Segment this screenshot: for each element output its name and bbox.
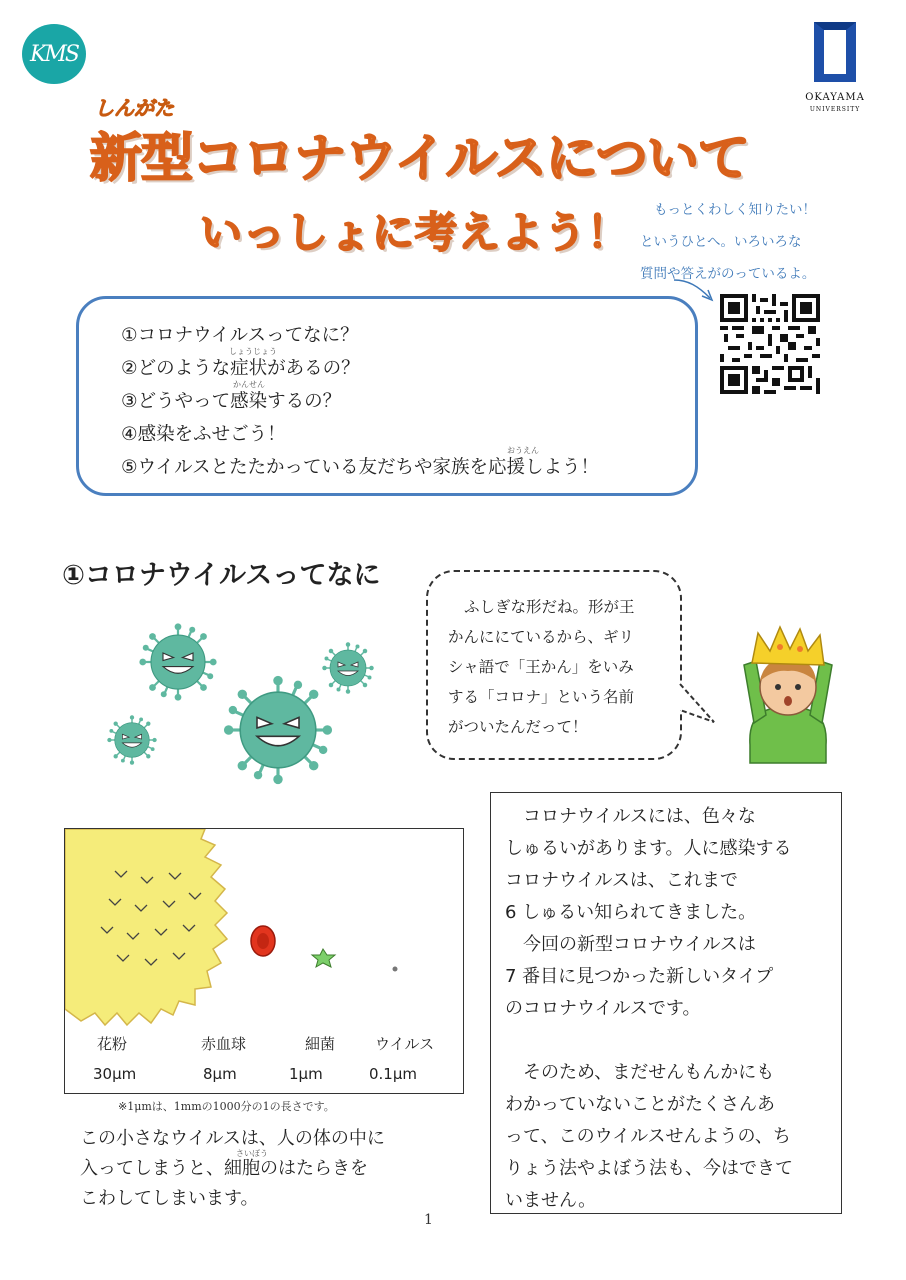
text-line: コロナウイルスには、色々な xyxy=(523,806,756,827)
text-line: コロナウイルスは、これまで xyxy=(505,870,738,891)
toc-item[interactable] xyxy=(121,380,695,418)
kms-logo-text: KMS xyxy=(29,41,79,67)
okayama-emblem-icon xyxy=(812,20,858,84)
text-line-content: 入ってしまうと、細胞のはたらきを xyxy=(80,1158,368,1179)
virus-illustration xyxy=(100,612,390,802)
text-line: りょう法やよぼう法も、今はできて xyxy=(505,1158,793,1179)
figure-note: ※1μmは、1mmの1000分の1の長さです。 xyxy=(118,1100,335,1113)
figure-value: 8μm xyxy=(203,1065,237,1083)
note-line: 質問や答えがのっているよ。 xyxy=(640,266,816,282)
size-comparison-figure xyxy=(64,828,464,1094)
figure-value: 30μm xyxy=(93,1065,137,1083)
okayama-sub: UNIVERSITY xyxy=(809,106,861,113)
text-line: しゅるいがあります。人に感染する xyxy=(505,838,792,859)
bubble-line: する「コロナ」という名前 xyxy=(448,688,635,706)
child-crown-illustration xyxy=(740,625,836,765)
text-line: のコロナウイルスです。 xyxy=(505,998,701,1019)
figure-label: 赤血球 xyxy=(201,1035,247,1053)
pollen-grain xyxy=(65,829,227,1025)
corona-info-box xyxy=(490,792,842,1214)
furigana: しょうじょう xyxy=(229,347,277,356)
text-line: こわしてしまいます。 xyxy=(80,1188,259,1209)
bubble-line: がついたんだって！ xyxy=(448,718,588,736)
virus-particle xyxy=(393,967,398,972)
figure-value: 1μm xyxy=(289,1065,323,1083)
furigana: かんせん xyxy=(233,380,265,389)
speech-bubble xyxy=(426,570,682,760)
note-line: もっとくわしく知りたい！ xyxy=(654,202,816,218)
text-line: って、このウイルスせんようの、ち xyxy=(505,1126,791,1147)
size-comparison-graphic xyxy=(65,829,464,1029)
toc-item-text: ②どのような症状があるの？ xyxy=(121,358,360,379)
main-title: 新型コロナウイルスについて xyxy=(90,129,749,189)
bubble-line: かんににているから、ギリ xyxy=(448,628,635,646)
text-line: 6 しゅるい知られてきました。 xyxy=(505,902,757,923)
more-info-note xyxy=(640,194,840,290)
text-line: この小さなウイルスは、人の体の中に xyxy=(80,1128,385,1149)
furigana: おうえん xyxy=(507,446,539,455)
text-line: 7 番目に見つかった新しいタイプ xyxy=(505,966,774,987)
text-line xyxy=(80,1149,480,1184)
kms-logo xyxy=(22,24,86,84)
figure-label: 花粉 xyxy=(97,1035,128,1053)
okayama-name: OKAYAMA xyxy=(805,92,865,103)
contents-box xyxy=(76,296,698,496)
section-heading: ①コロナウイルスってなに xyxy=(62,560,381,591)
text-line: いません。 xyxy=(505,1190,597,1211)
note-line: というひとへ。いろいろな xyxy=(640,234,802,250)
figure-value: 0.1μm xyxy=(369,1065,418,1083)
bacterium xyxy=(312,949,335,967)
toc-item-text: ⑤ウイルスとたたかっている友だちや家族を応援しよう！ xyxy=(121,457,599,478)
title-ruby: しんがた xyxy=(94,96,174,120)
text-line: そのため、まだせんもんかにも xyxy=(523,1062,775,1083)
toc-item[interactable]: ④感染をふせごう！ xyxy=(121,424,286,445)
toc-item[interactable] xyxy=(121,347,695,385)
toc-item[interactable] xyxy=(121,446,695,484)
text-line: 今回の新型コロナウイルスは xyxy=(523,934,756,955)
text-line: わかっていないことがたくさんあ xyxy=(505,1094,775,1115)
bubble-line: シャ語で「王かん」をいみ xyxy=(448,658,634,676)
toc-item[interactable]: ①コロナウイルスってなに？ xyxy=(121,325,359,346)
virus-body-text xyxy=(80,1124,480,1214)
toc-item-text: ③どうやって感染するの？ xyxy=(121,391,342,412)
figure-label: ウイルス xyxy=(375,1035,435,1053)
bubble-tail xyxy=(676,680,720,730)
qr-code[interactable] xyxy=(720,294,820,394)
okayama-university-logo xyxy=(790,20,880,120)
page-number: 1 xyxy=(424,1212,433,1228)
sub-title: いっしょに考えよう！ xyxy=(200,208,631,257)
figure-label: 細菌 xyxy=(305,1035,336,1053)
furigana: さいぼう xyxy=(236,1149,268,1158)
bubble-line: ふしぎな形だね。形が王 xyxy=(464,598,635,616)
